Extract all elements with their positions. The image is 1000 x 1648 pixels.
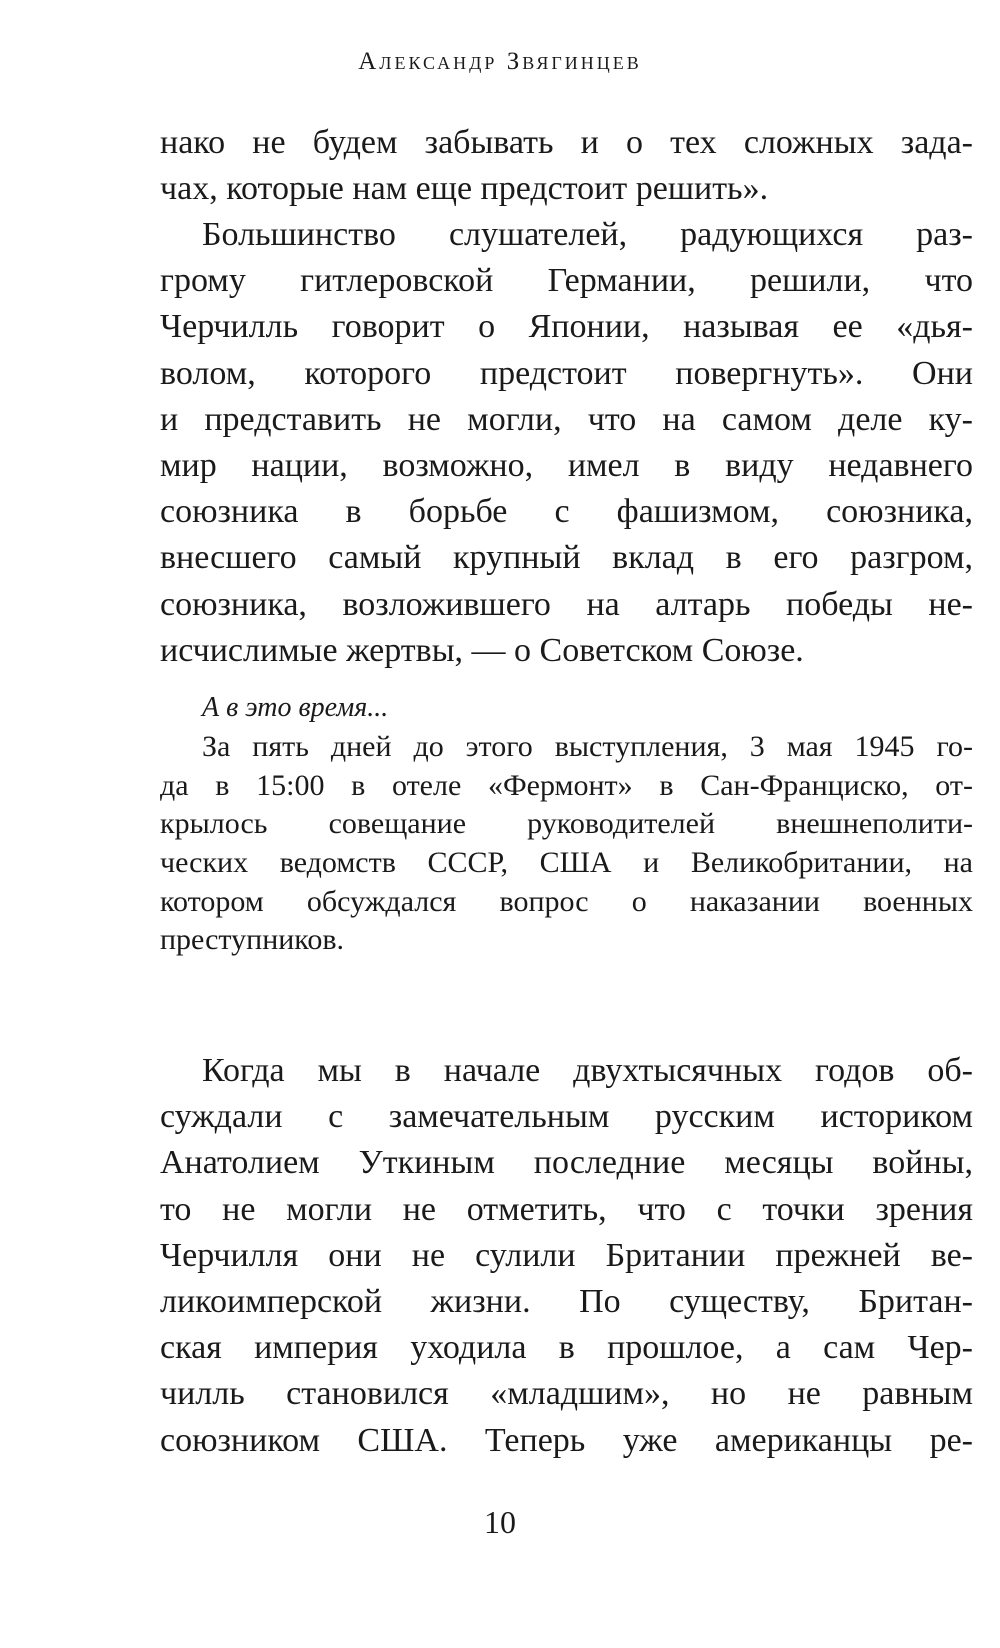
text-line: Черчилля они не сулили Британии прежней ве- [160, 1236, 973, 1274]
text-line: Большинство слушателей, радующихся раз- [202, 216, 973, 253]
text-line: нако не будем забывать и о тех сложных зада- [160, 124, 973, 161]
page-number: 10 [484, 1504, 516, 1540]
text-line: волом, которого предстоит повергнуть». Они [160, 354, 973, 392]
text-line: союзником США. Теперь уже американцы ре- [160, 1421, 973, 1459]
text-line: ликоимперской жизни. По существу, Британ- [160, 1282, 973, 1320]
text-line: то не могли не отметить, что с точки зрения [160, 1190, 973, 1228]
aside-line: За пять дней до этого выступления, 3 мая 1945 го- [202, 730, 973, 763]
text-line: исчислимые жертвы, — о Советском Союзе. [160, 631, 804, 669]
text-line: Черчилль говорит о Японии, называя ее «дья- [160, 308, 973, 346]
text-line: внесшего самый крупный вклад в его разгром, [160, 539, 973, 577]
text-line: грому гитлеровской Германии, решили, что [160, 262, 973, 300]
text-line: чах, которые нам еще предстоит решить». [160, 170, 769, 208]
text-line: мир нации, возможно, имел в виду недавнего [160, 446, 973, 484]
aside-box [160, 688, 973, 960]
aside-line: преступников. [160, 923, 345, 957]
paragraph-1 [160, 120, 973, 212]
text-line: Анатолием Уткиным последние месяцы войны, [160, 1144, 973, 1182]
text-line: союзника в борьбе с фашизмом, союзника, [160, 493, 973, 531]
text-line: суждали с замечательным русским историком [160, 1098, 973, 1136]
text-line: Когда мы в начале двухтысячных годов об- [202, 1052, 973, 1089]
aside-line: ческих ведомств СССР, США и Великобритании, на [160, 846, 973, 880]
paragraph-2 [160, 212, 973, 674]
aside-line: крылось совещание руководителей внешнеполити- [160, 807, 973, 841]
aside-line: котором обсуждался вопрос о наказании военных [160, 884, 973, 918]
text-line: ская империя уходила в прошлое, а сам Чер- [160, 1329, 973, 1367]
paragraph-3 [160, 1048, 973, 1464]
text-line: чилль становился «младшим», но не равным [160, 1375, 973, 1413]
running-head-author: Александр Звягинцев [358, 48, 642, 75]
text-line: и представить не могли, что на самом деле ку- [160, 400, 973, 438]
aside-line: да в 15:00 в отеле «Фермонт» в Сан-Франциско, от- [160, 768, 973, 802]
text-line: союзника, возложившего на алтарь победы не- [160, 585, 973, 623]
aside-heading: А в это время... [202, 692, 389, 723]
